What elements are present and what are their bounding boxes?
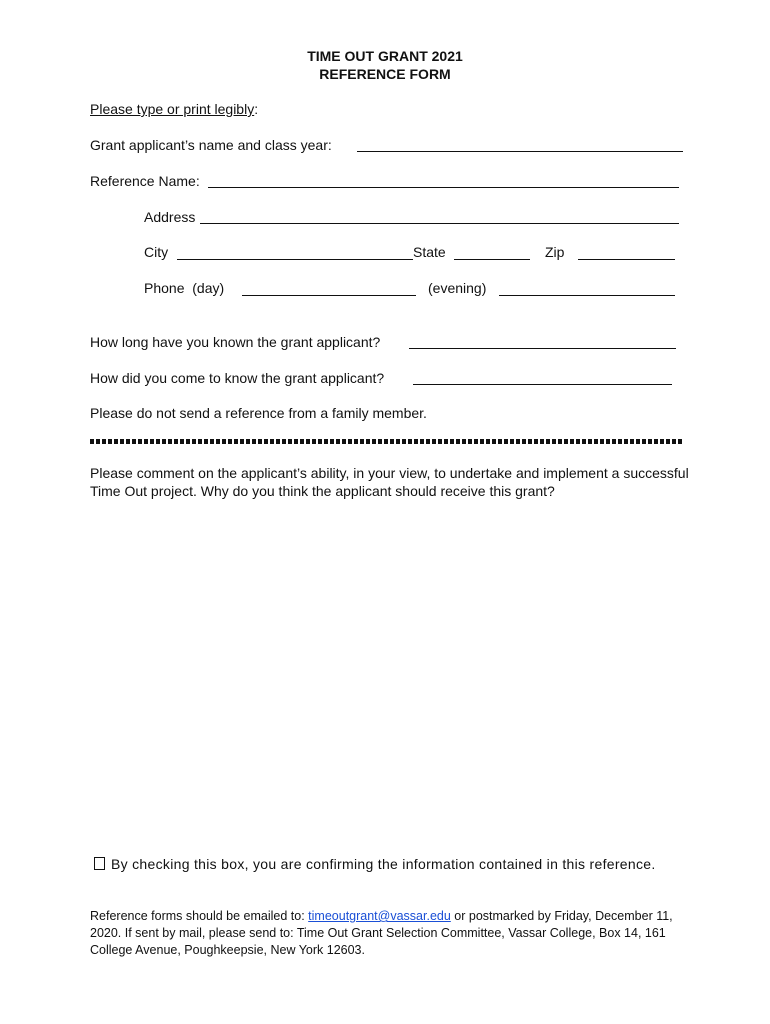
comment-area[interactable] [90,505,690,835]
phone-evening-label: (evening) [428,280,487,296]
email-link[interactable]: timeoutgrant@vassar.edu [308,909,451,923]
dotted-separator [90,439,682,444]
phone-day-label: Phone (day) [144,280,225,296]
phone-evening-field[interactable] [499,295,675,296]
how-know-field[interactable] [413,384,672,385]
reference-name-label: Reference Name: [90,173,200,189]
instruction-underlined: Please type or print legibly [90,101,255,117]
phone-day-field[interactable] [242,295,416,296]
instruction-text [90,101,258,117]
how-know-label: How did you come to know the grant applicant? [90,370,385,386]
family-member-note: Please do not send a reference from a family member. [90,405,427,421]
zip-field[interactable] [578,259,675,260]
address-field[interactable] [200,223,679,224]
state-label: State [413,244,446,260]
footer-text-after: or postmarked by Friday, December 11, 2020. If sent by mail, please send to: Time Out Grant Selection Committee, Vassar College, Box 14, 161 College Avenue, Poughkeepsie, New York 12603. [90,909,673,957]
form-title: TIME OUT GRANT 2021 [307,48,463,64]
applicant-name-field[interactable] [357,151,683,152]
confirmation-statement [90,855,670,873]
confirmation-text: By checking this box, you are confirming the information contained in this reference. [111,856,656,872]
applicant-name-label: Grant applicant’s name and class year: [90,137,332,153]
submission-instructions [90,908,690,959]
address-label: Address [144,209,196,225]
city-label: City [144,244,169,260]
comment-prompt: Please comment on the applicant’s ability, in your view, to undertake and implement a successful Time Out project. Why do you think the applicant should receive this grant? [90,465,689,499]
city-field[interactable] [177,259,413,260]
form-subtitle: REFERENCE FORM [319,66,451,82]
instruction-colon: : [254,101,259,117]
footer-text-before: Reference forms should be emailed to: [90,909,309,923]
confirmation-checkbox[interactable] [94,857,105,870]
reference-name-field[interactable] [208,187,679,188]
how-long-field[interactable] [409,348,676,349]
zip-label: Zip [545,244,565,260]
state-field[interactable] [454,259,530,260]
how-long-label: How long have you known the grant applicant? [90,334,381,350]
